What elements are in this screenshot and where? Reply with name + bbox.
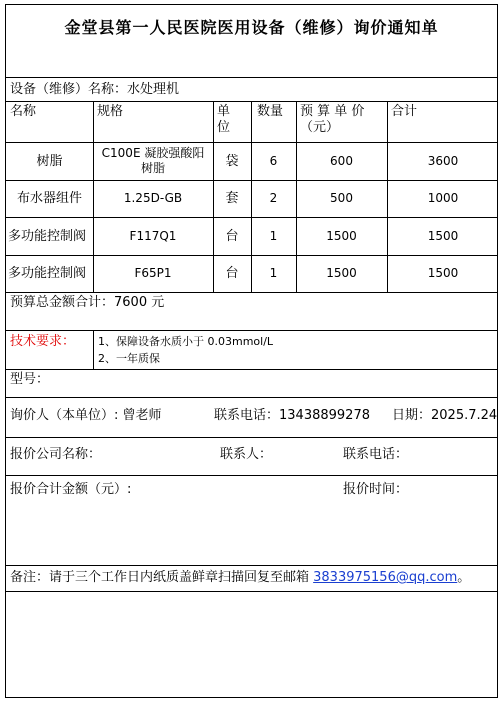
quote-time: 报价时间： [343,482,409,497]
inquiry-form [5,4,498,698]
row-spec: C100E 凝胶强酸阳树脂 [101,146,205,175]
note-end: 。 [457,570,471,585]
divider [6,565,497,566]
divider [6,330,497,331]
note [10,570,470,586]
header-qty: 数量 [257,104,284,119]
header-name: 名称 [10,104,37,119]
divider [6,292,497,293]
form-title: 金堂县第一人民医院医用设备（维修）询价通知单 [64,18,439,37]
row-price: 1500 [326,228,357,243]
note-text: 备注：请于三个工作日内纸质盖鲜章扫描回复至邮箱 [10,570,314,585]
divider [6,437,497,438]
quote-phone: 联系电话： [343,447,409,462]
quote-amount: 报价合计金额（元）: [10,482,132,497]
row-total: 1500 [427,266,459,280]
row-total: 3600 [427,153,459,168]
divider [6,369,497,370]
row-unit: 袋 [225,153,239,169]
row-unit: 套 [225,191,239,206]
divider [6,475,497,476]
header-price: 预 算 单 价（元） [300,104,365,135]
row-total: 1500 [427,228,459,243]
tech-col-line [93,330,94,369]
inquiry-date: 日期：2025.7.24 [392,408,498,423]
inquiry-phone: 联系电话：13438899278 [214,408,370,423]
row-name: 树脂 [36,153,63,169]
row-spec: F117Q1 [129,228,177,243]
row-qty: 2 [269,191,278,205]
row-unit: 台 [225,266,239,281]
inquiry-person: 询价人（本单位）: 曾老师 [10,408,162,423]
row-total: 1000 [427,191,459,205]
email-link[interactable]: 3833975156@qq.com [313,570,458,585]
device-name: 设备（维修）名称：水处理机 [10,82,180,97]
row-spec: F65P1 [134,266,172,280]
row-name: 多功能控制阀 [8,266,87,281]
tech-item: 1、保障设备水质小于 0.03mmol/L [98,335,274,348]
model-label: 型号： [10,372,50,387]
divider [6,397,497,398]
row-qty: 1 [269,266,278,280]
row-price: 600 [330,153,353,168]
row-price: 1500 [326,266,357,280]
budget-total: 预算总金额合计：7600 元 [10,295,165,310]
row-spec: 1.25D-GB [123,191,183,205]
row-qty: 6 [269,153,278,168]
row-name: 多功能控制阀 [8,228,87,244]
row-unit: 台 [225,228,239,244]
tech-label: 技术要求： [10,334,76,349]
divider [6,77,497,78]
row-price: 500 [330,191,353,205]
quote-contact: 联系人： [220,447,273,462]
header-spec: 规格 [97,104,124,119]
row-name: 布水器组件 [16,191,82,206]
quote-company: 报价公司名称： [10,447,102,462]
tech-item: 2、一年质保 [98,352,160,365]
row-qty: 1 [269,228,278,243]
header-total: 合计 [391,104,418,119]
header-unit: 单位 [217,104,231,135]
divider [6,591,497,592]
